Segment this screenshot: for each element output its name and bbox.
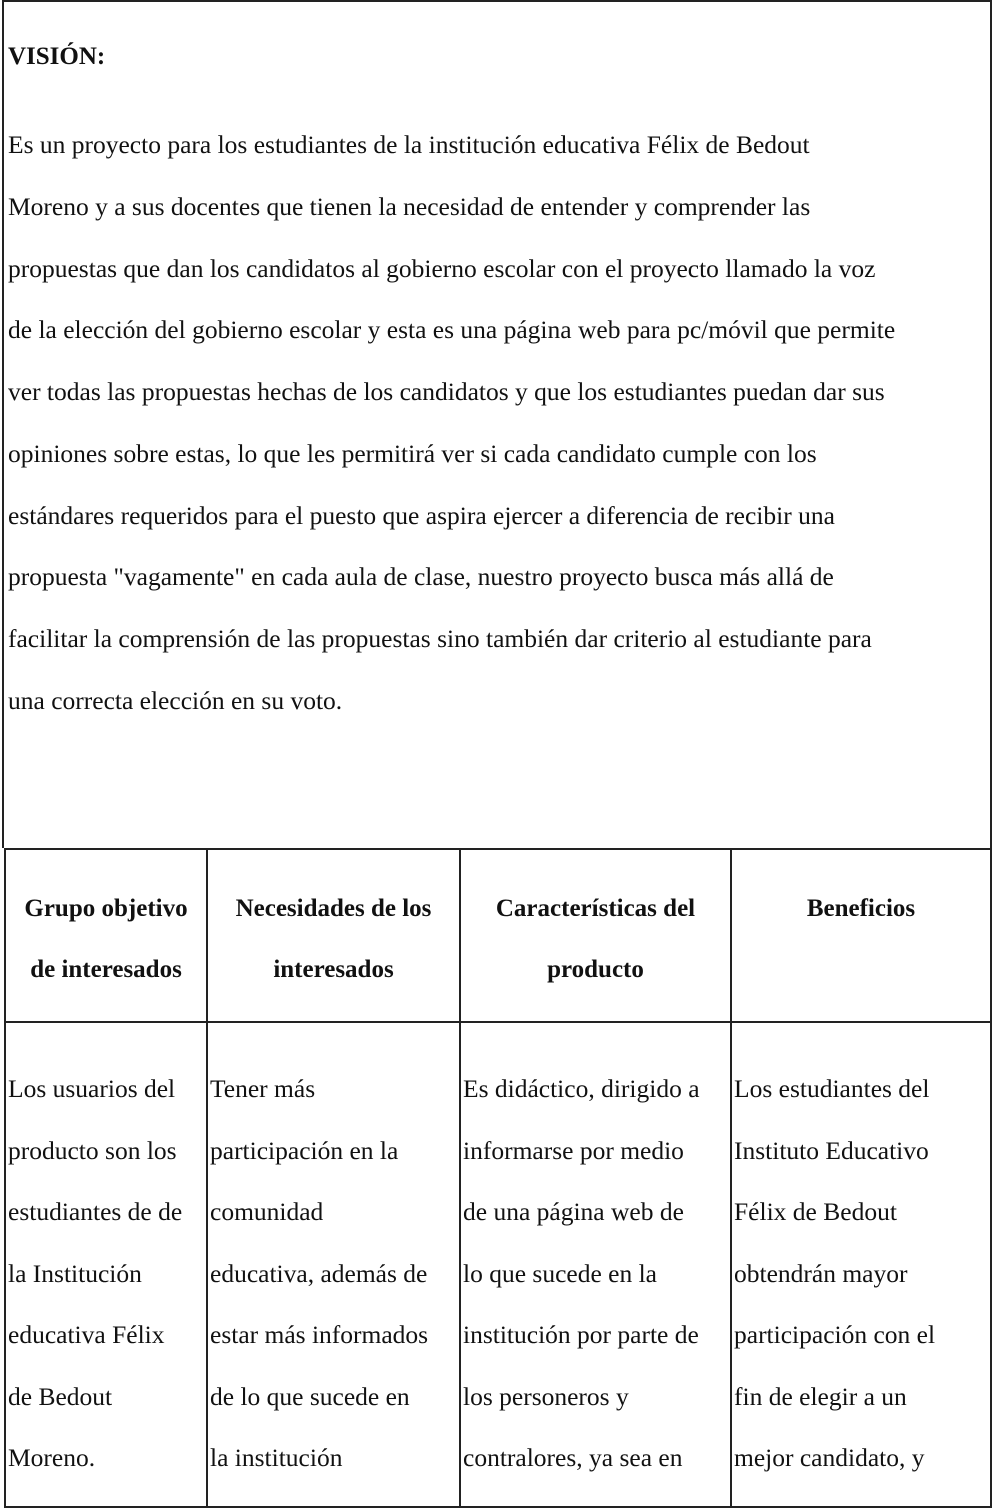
table-cell-text: Los estudiantes del xyxy=(734,1074,930,1103)
table-cell-text: participación con el xyxy=(734,1320,936,1349)
table-cell-text: informarse por medio xyxy=(463,1135,684,1165)
vision-text-line: de la elección del gobierno escolar y esta es una página web para pc/móvil que permite xyxy=(8,315,896,344)
table-cell-text: comunidad xyxy=(210,1197,324,1226)
table-cell-text: obtendrán mayor xyxy=(734,1258,908,1288)
table-cell-text: de lo que sucede en xyxy=(210,1381,410,1411)
vision-text-line: ver todas las propuestas hechas de los candidatos y que los estudiantes puedan dar sus xyxy=(8,377,885,406)
table-cell-text: Félix de Bedout xyxy=(734,1197,897,1226)
vision-text-line: Es un proyecto para los estudiantes de la institución educativa Félix de Bedout xyxy=(8,130,810,159)
stakeholder-table xyxy=(4,848,992,1508)
table-cell-text: participación en la xyxy=(210,1135,399,1165)
table-cell-text: producto son los xyxy=(8,1135,177,1165)
table-header-text: Características del xyxy=(495,895,696,922)
vision-text-line: propuesta "vagamente" en cada aula de clase, nuestro proyecto busca más allá de xyxy=(8,562,834,591)
table-cell-text: Moreno. xyxy=(8,1443,96,1472)
table-header-text: Beneficios xyxy=(806,895,916,922)
table-cell xyxy=(734,1058,990,1489)
table-cell-text: la Institución xyxy=(8,1258,142,1288)
table-cell-text: fin de elegir a un xyxy=(734,1381,907,1411)
table-header-cell xyxy=(6,878,206,1000)
table-cell-text: de una página web de xyxy=(463,1197,684,1226)
table-cell-text: educativa, además de xyxy=(210,1258,428,1288)
table-border-top xyxy=(4,848,992,850)
vision-text-line: estándares requeridos para el puesto que aspira ejercer a diferencia de recibir una xyxy=(8,501,835,530)
table-cell-text: Tener más xyxy=(210,1074,316,1103)
table-header-text: Necesidades de los xyxy=(235,895,432,922)
vision-title: VISIÓN: xyxy=(8,43,106,70)
table-cell xyxy=(8,1058,206,1489)
header-divider xyxy=(4,1021,992,1023)
table-cell xyxy=(463,1058,730,1489)
table-cell-text: la institución xyxy=(210,1443,343,1472)
table-header-cell xyxy=(208,878,459,1000)
vision-text-line: Moreno y a sus docentes que tienen la necesidad de entender y comprender las xyxy=(8,192,811,221)
table-cell-text: educativa Félix xyxy=(8,1320,165,1349)
column-border xyxy=(730,848,732,1508)
table-cell-text: lo que sucede en la xyxy=(463,1258,658,1288)
table-cell-text: estudiantes de de xyxy=(8,1197,183,1226)
table-header-text: Grupo objetivo xyxy=(24,895,188,922)
table-cell xyxy=(210,1058,459,1489)
table-border-bottom xyxy=(4,1506,992,1508)
column-border xyxy=(990,848,992,1508)
table-cell-text: mejor candidato, y xyxy=(734,1443,925,1472)
table-cell-text: contralores, ya sea en xyxy=(463,1443,683,1472)
table-cell-text: de Bedout xyxy=(8,1381,113,1411)
vision-text-line: propuestas que dan los candidatos al gobierno escolar con el proyecto llamado la voz xyxy=(8,254,876,283)
table-cell-text: Es didáctico, dirigido a xyxy=(463,1074,700,1103)
vision-text-line: opiniones sobre estas, lo que les permitirá ver si cada candidato cumple con los xyxy=(8,439,817,468)
vision-text-line: una correcta elección en su voto. xyxy=(8,686,343,715)
table-cell-text: Los usuarios del xyxy=(8,1074,176,1103)
table-cell-text: Instituto Educativo xyxy=(734,1135,929,1165)
table-header-cell xyxy=(461,878,730,1000)
table-header-cell xyxy=(732,878,990,939)
table-header-text: producto xyxy=(547,956,644,983)
vision-text-line: facilitar la comprensión de las propuestas sino también dar criterio al estudiante para xyxy=(8,624,872,653)
table-cell-text: estar más informados xyxy=(210,1320,429,1349)
table-header-text: de interesados xyxy=(30,956,182,983)
table-cell-text: los personeros y xyxy=(463,1381,629,1411)
table-header-text: interesados xyxy=(273,956,394,983)
table-cell-text: institución por parte de xyxy=(463,1320,699,1349)
